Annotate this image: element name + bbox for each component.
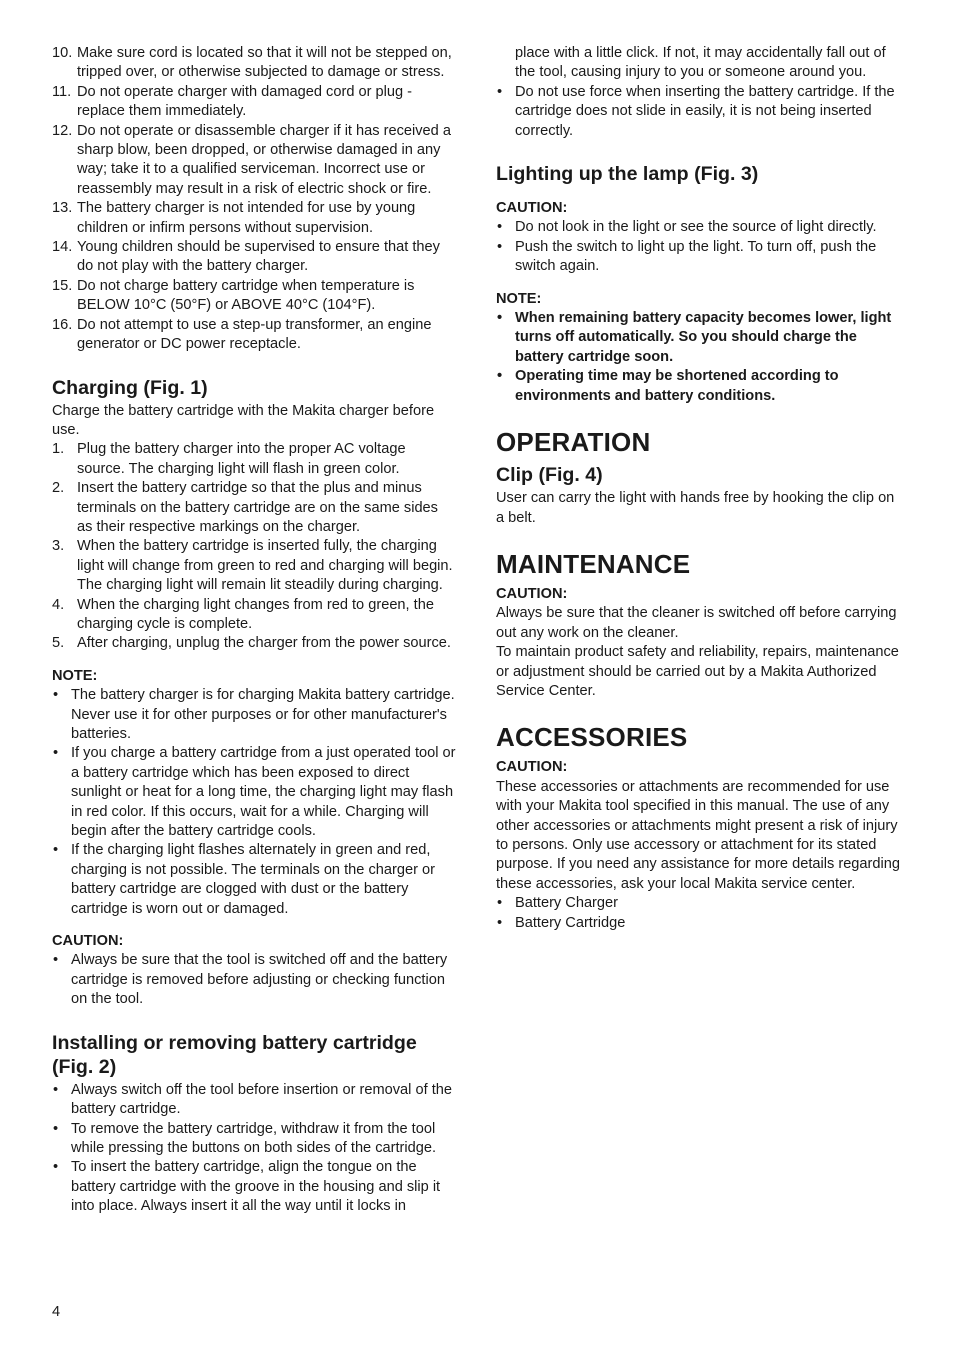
note-label: NOTE:: [52, 667, 98, 684]
list-item: 2. Insert the battery cartridge so that the plus and minus terminals on the battery cartridge are on the same sides as their respective markings on the charger.: [52, 480, 438, 535]
list-item-text: To insert the battery cartridge, align the tongue on the battery cartridge with the groove in the housing and slip it into place. Always insert it all the way until it locks in: [71, 1159, 441, 1215]
list-item-text: Do not attempt to use a step-up transformer, an engine generator or DC power receptacle.: [77, 316, 432, 353]
list-item: [496, 894, 900, 913]
installing-heading: Installing or removing battery cartridge (Fig. 2): [52, 1031, 417, 1078]
charging-notes: [52, 686, 456, 919]
list-item: [52, 686, 456, 744]
list-item-text: After charging, unplug the charger from the power source.: [77, 635, 451, 652]
list-item: 10. Make sure cord is located so that it will not be stepped on, tripped over, or otherwise subjected to damage or stress.: [52, 45, 452, 81]
list-item: [52, 1158, 456, 1216]
list-item: 11. Do not operate charger with damaged cord or plug - replace them immediately.: [52, 83, 413, 120]
list-item-text: When the charging light changes from red to green, the charging cycle is complete.: [77, 596, 434, 632]
list-item-text: When the battery cartridge is inserted fully, the charging light will change from green to red and charging will begin. The charging light will remain lit steadily during charging.: [77, 538, 453, 594]
list-item: 12. Do not operate or disassemble charger if it has received a sharp blow, been dropped, or otherwise damaged in any way; take it to a qualified serviceman. Incorrect use or reassembly may result in a risk of electric shock or fire.: [52, 122, 451, 197]
page-number: 4: [52, 1304, 61, 1320]
list-item-text: Do not operate charger with damaged cord or plug - replace them immediately.: [77, 83, 413, 120]
list-item-text: Plug the battery charger into the proper AC voltage source. The charging light will flash in green color.: [77, 441, 406, 477]
clip-heading: Clip (Fig. 4): [496, 464, 603, 487]
accessories-list: [496, 894, 900, 933]
list-item: [52, 744, 456, 841]
maintenance-text-1: Always be sure that the cleaner is switched off before carrying out any work on the cleaner.: [496, 605, 897, 641]
charging-heading: Charging (Fig. 1): [52, 376, 208, 399]
list-item: [52, 951, 456, 1009]
list-item-text: The battery charger is not intended for use by young children or infirm persons without supervision.: [77, 200, 416, 236]
list-item-text: If the charging light flashes alternately in green and red, charging is not possible. The terminals on the charger or battery cartridge are clogged with dust or the battery cartridge is worn out or damaged.: [71, 842, 435, 917]
caution-label: CAUTION:: [52, 933, 124, 950]
list-item: 5. After charging, unplug the charger from the power source.: [52, 635, 451, 652]
list-item-text: place with a little click. If not, it may accidentally fall out of the tool, causing injury to you or someone around you.: [515, 45, 886, 81]
lamp-notes: [496, 309, 900, 406]
right-column: [496, 44, 900, 933]
list-item: 15. Do not charge battery cartridge when temperature is BELOW 10°C (50°F) or ABOVE 40°C (104°F).: [52, 277, 415, 314]
bullet-icon: •: [497, 895, 503, 912]
bullet-icon: •: [53, 1159, 59, 1176]
bullet-icon: •: [53, 1081, 59, 1098]
list-item-text: When remaining battery capacity becomes lower, light turns off automatically. So you should charge the battery cartridge soon.: [515, 310, 892, 365]
charging-intro: Charge the battery cartridge with the Makita charger before use.: [52, 402, 435, 438]
bullet-icon: •: [497, 368, 503, 385]
list-item-text: Always switch off the tool before insertion or removal of the battery cartridge.: [71, 1081, 452, 1118]
list-item-text: Insert the battery cartridge so that the plus and minus terminals on the battery cartridge are on the same sides as their respective markings on the charger.: [77, 480, 438, 535]
bullet-icon: •: [53, 745, 59, 762]
list-item-text: Make sure cord is located so that it will not be stepped on, tripped over, or otherwise subjected to damage or stress.: [77, 45, 452, 81]
caution-label: CAUTION:: [496, 759, 568, 776]
list-item: [496, 83, 900, 141]
installing-list: [52, 1081, 456, 1217]
charging-steps: [52, 440, 456, 653]
list-item: [52, 841, 456, 919]
clip-text: User can carry the light with hands free by hooking the clip on a belt.: [496, 490, 895, 526]
list-item: 4. When the charging light changes from red to green, the charging cycle is complete.: [52, 596, 434, 632]
list-item: 1. Plug the battery charger into the proper AC voltage source. The charging light will flash in green color.: [52, 441, 406, 477]
bullet-icon: •: [53, 1120, 59, 1137]
accessories-text: These accessories or attachments are recommended for use with your Makita tool specified in this manual. The use of any other accessories or attachments might present a risk of injury to persons. Only use accessory or attachment for its stated purpose. If you need any assistance for more details regarding these accessories, ask your local Makita service center.: [496, 778, 900, 892]
lamp-cautions: [496, 218, 900, 276]
maintenance-text-2: To maintain product safety and reliability, repairs, maintenance or adjustment should be carried out by a Makita Authorized Service Center.: [496, 644, 899, 699]
list-item-text: Do not operate or disassemble charger if it has received a sharp blow, been dropped, or otherwise damaged in any way; take it to a qualified serviceman. Incorrect use or reassembly may result in a risk of electric shock or fire.: [77, 122, 451, 197]
list-item: 3. When the battery cartridge is inserted fully, the charging light will change from green to red and charging will begin. The charging light will remain lit steadily during charging.: [52, 538, 453, 594]
bullet-icon: •: [497, 238, 503, 255]
list-item-text: Battery Charger: [515, 895, 619, 912]
charging-cautions: [52, 951, 456, 1009]
list-item: [496, 238, 900, 277]
list-item: 14. Young children should be supervised to ensure that they do not play with the battery charger.: [52, 239, 440, 275]
caution-label: CAUTION:: [496, 585, 568, 602]
list-item: [496, 44, 900, 83]
safety-list: [52, 44, 456, 355]
left-column: [52, 44, 456, 1217]
list-item-text: Operating time may be shortened according to environments and battery conditions.: [515, 368, 839, 404]
bullet-icon: •: [497, 83, 503, 100]
accessories-heading: ACCESSORIES: [496, 722, 688, 753]
list-item-text: Do not charge battery cartridge when temperature is BELOW 10°C (50°F) or ABOVE 40°C (104°F).: [77, 277, 415, 314]
list-item: [496, 914, 900, 933]
list-item-text: Young children should be supervised to ensure that they do not play with the battery charger.: [77, 239, 440, 275]
list-item: [496, 367, 900, 406]
list-item-text: Always be sure that the tool is switched off and the battery cartridge is removed before adjusting or checking function on the tool.: [71, 952, 448, 1008]
caution-label: CAUTION:: [496, 200, 568, 217]
bullet-icon: •: [497, 219, 503, 236]
bullet-icon: •: [497, 310, 503, 327]
installing-list-continued: [496, 44, 900, 141]
bullet-icon: •: [53, 842, 59, 859]
list-item-text: The battery charger is for charging Makita battery cartridge. Never use it for other purposes or for other manufacturer's batteries.: [71, 687, 455, 742]
list-item: [52, 1081, 456, 1120]
list-item-text: To remove the battery cartridge, withdraw it from the tool while pressing the buttons on both sides of the cartridge.: [71, 1120, 437, 1156]
maintenance-heading: MAINTENANCE: [496, 548, 691, 579]
list-item-text: Battery Cartridge: [515, 914, 626, 931]
lamp-heading: Lighting up the lamp (Fig. 3): [496, 163, 759, 186]
list-item-text: Do not look in the light or see the source of light directly.: [515, 219, 877, 236]
list-item: [496, 218, 900, 237]
list-item-text: Push the switch to light up the light. To turn off, push the switch again.: [515, 238, 877, 275]
bullet-icon: •: [53, 687, 59, 704]
list-item: [496, 309, 900, 367]
note-label: NOTE:: [496, 290, 542, 307]
list-item-text: Do not use force when inserting the battery cartridge. If the cartridge does not slide in easily, it is not being inserted correctly.: [515, 83, 895, 139]
list-item: 13. The battery charger is not intended for use by young children or infirm persons without supervision.: [52, 200, 416, 236]
bullet-icon: •: [497, 914, 503, 931]
list-item: 16. Do not attempt to use a step-up transformer, an engine generator or DC power receptacle.: [52, 316, 432, 353]
bullet-icon: •: [53, 952, 59, 969]
operation-heading: OPERATION: [496, 427, 651, 458]
list-item-text: If you charge a battery cartridge from a just operated tool or a battery cartridge which has been exposed to direct sunlight or heat for a long time, the charging light may flash in red color. If this occurs, wait for a while. Charging will begin after the battery cartridge cools.: [71, 745, 456, 840]
list-item: [52, 1120, 456, 1159]
